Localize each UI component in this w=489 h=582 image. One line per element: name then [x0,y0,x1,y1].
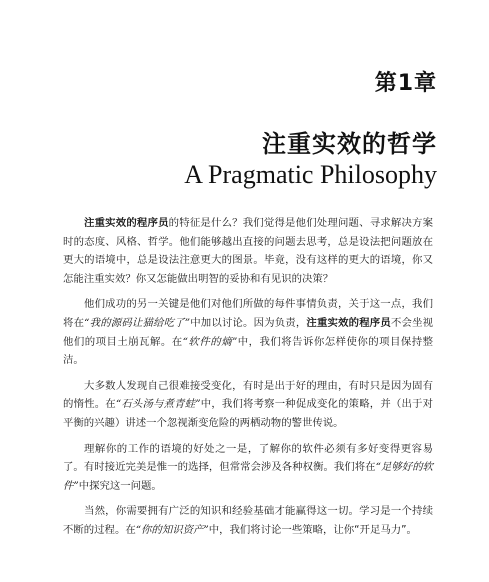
paragraph-text: 不会坐视他们的项目土崩瓦解。在 [63,316,434,348]
section-reference: “你的知识资产” [135,523,209,536]
paragraph-text: 理解你的工作的语境的好处之一是，了解你的软件必须有多好变得更容易了。有时接近完美是惟一的选择，但常常会涉及各种权衡。我们将在 [63,442,433,474]
paragraph-text: 中，我们将考察一种促成变化的策略，并（出于对平衡的兴趣）讲述一个忽视渐变危险的两栖动物的警世传说。 [63,398,434,429]
paragraph [63,377,433,433]
paragraph-text: 他们成功的另一关键是他们对他们所做的每件事情负责，关于这一点，我们将在 [63,298,433,329]
chapter-title-english: A Pragmatic Philosophy [184,160,437,189]
section-reference: “足够好的软件” [63,461,434,492]
section-reference: “我的源码让猫给吃了” [84,316,191,329]
paragraph [63,440,433,496]
paragraph-text: 中，我们将告诉你怎样使你的项目保持整洁。 [63,335,434,367]
paragraph-text: 中探究这一问题。 [78,479,162,492]
paragraph-text: 的特征是什么？我们觉得是他们处理问题、寻求解决方案时的态度、风格、哲学。他们能够越出直接的问题去思考，总是设法把问题放在更大的语境中，总是设法注意更大的图景。毕竟，没有这样的更大的语境，你又怎能注重实效？你又怎能做出明智的妥协和有见识的决策？ [63,217,434,285]
chapter-body [63,214,433,547]
chapter-title-chinese: 注重实效的哲学 [262,130,437,158]
section-reference: “软件的熵” [182,335,238,348]
paragraph-text: 中加以讨论。因为负责， [190,316,307,329]
chapter-label: 第1章 [374,71,437,96]
paragraph [63,295,433,369]
bold-term: 注重实效的程序员 [306,316,391,329]
paragraph [63,502,433,539]
section-reference: “石头汤与煮青蛙” [115,398,201,411]
paragraph-text: 中，我们将讨论一些策略，让你“开足马力”。 [208,523,417,536]
paragraph [63,214,433,288]
paragraph-text: 大多数人发现自己很难接受变化，有时是出于好的理由，有时只是因为固有的惰性。在 [63,379,433,411]
bold-term: 注重实效的程序员 [84,217,169,229]
paragraph-text: 当然，你需要拥有广泛的知识和经验基础才能赢得这一切。学习是一个持续不断的过程。在 [63,505,433,536]
